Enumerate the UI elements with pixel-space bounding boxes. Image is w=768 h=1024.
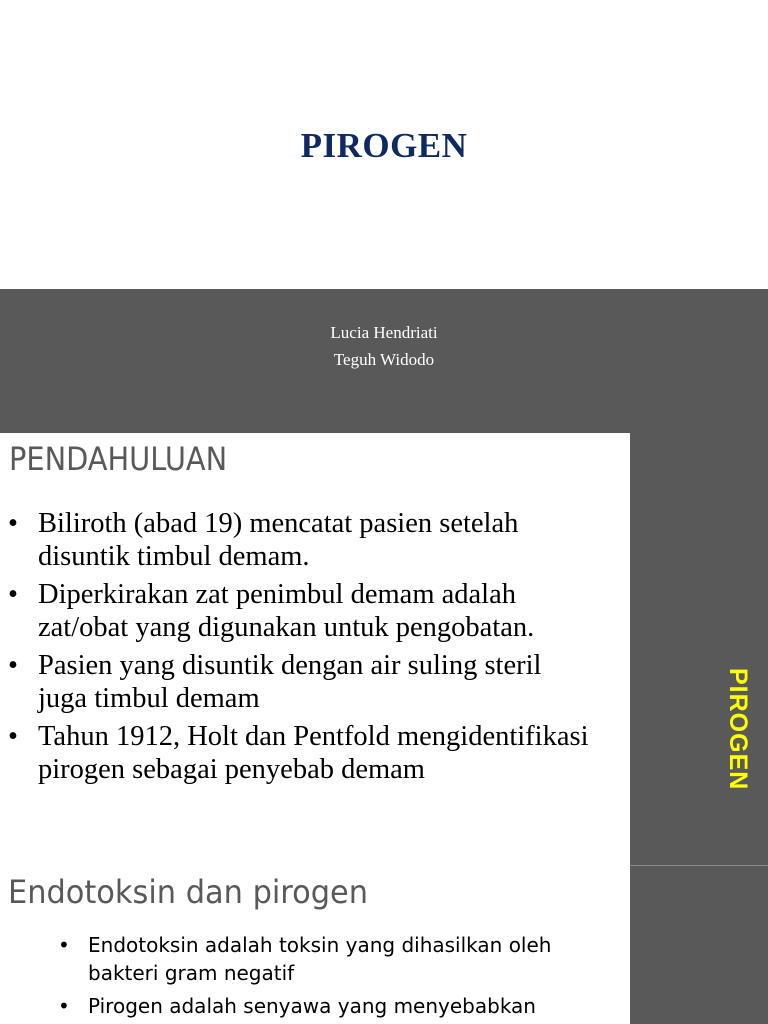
list-item: • Tahun 1912, Holt dan Pentfold mengidentifikasi pirogen sebagai penyebab demam	[8, 721, 589, 785]
list-item: • Diperkirakan zat penimbul demam adalah zat/obat yang digunakan untuk pengobatan.	[8, 579, 535, 643]
bullet-list	[8, 507, 768, 791]
section-heading: PENDAHULUAN	[9, 440, 228, 478]
side-bar-label: PIROGEN	[724, 668, 752, 791]
list-item: • Endotoksin adalah toksin yang dihasilkan oleh bakteri gram negatif	[58, 933, 552, 985]
section-heading: Endotoksin dan pirogen	[8, 873, 369, 911]
bullet-icon: •	[8, 508, 18, 539]
bullet-icon: •	[8, 650, 18, 681]
bullet-icon: •	[58, 933, 70, 957]
author-name: Teguh Widodo	[333, 350, 435, 369]
bullet-list	[58, 931, 618, 1024]
author-list	[0, 319, 768, 373]
author-name: Lucia Hendriati	[330, 323, 438, 342]
bullet-icon: •	[8, 721, 18, 752]
bullet-icon: •	[8, 579, 18, 610]
side-bar	[630, 866, 768, 1024]
bullet-icon: •	[58, 994, 70, 1018]
list-item: • Pirogen adalah senyawa yang menyebabkan	[58, 994, 536, 1018]
list-item: • Biliroth (abad 19) mencatat pasien setelah disuntik timbul demam.	[8, 508, 519, 572]
slide-title: PIROGEN	[300, 126, 468, 165]
list-item: • Pasien yang disuntik dengan air suling steril juga timbul demam	[8, 650, 542, 714]
